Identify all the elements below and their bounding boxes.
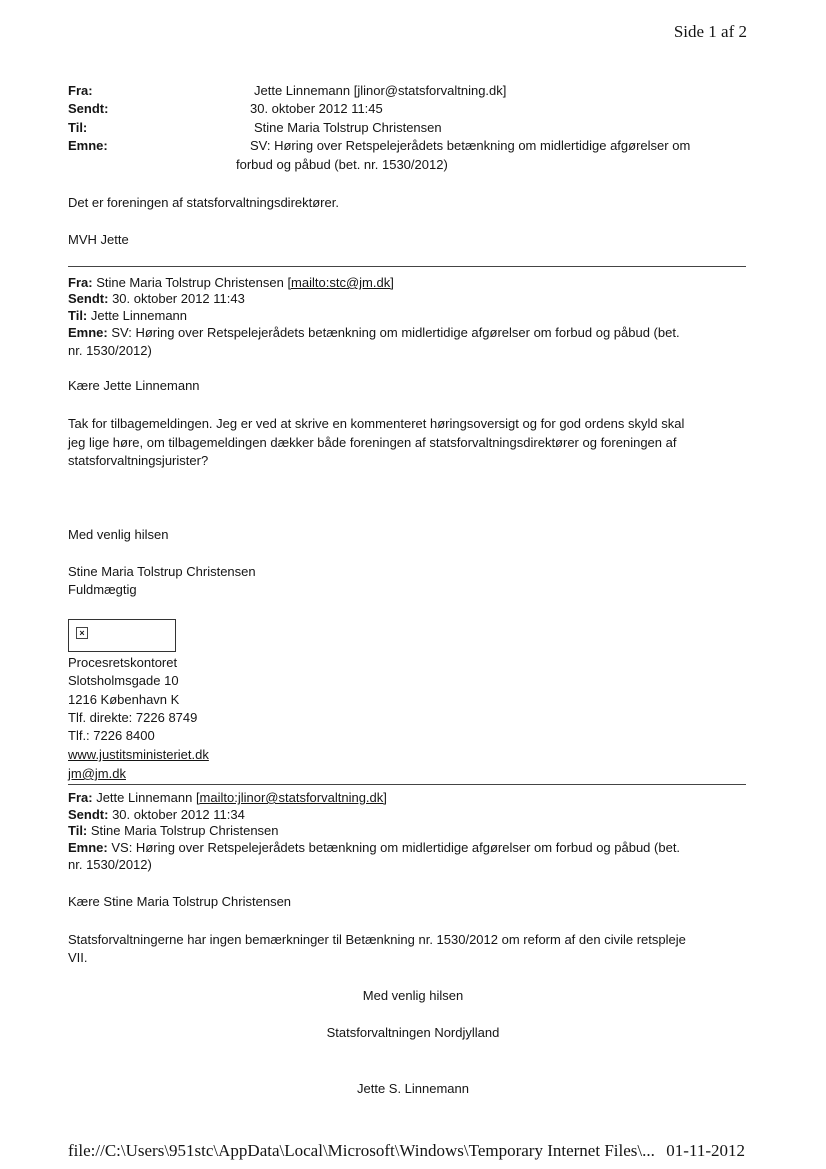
subject-line-2: nr. 1530/2012) <box>68 857 152 872</box>
message-body: Det er foreningen af statsforvaltningsdirektører. <box>68 195 339 210</box>
sent-label: Sendt: <box>68 291 109 306</box>
mailto-link[interactable]: [mailto:jlinor@statsforvaltning.dk] <box>195 790 387 805</box>
signature-name: Jette S. Linnemann <box>356 1081 470 1096</box>
sent-label: Sendt: <box>68 101 109 116</box>
closing: Med venlig hilsen <box>68 527 169 542</box>
broken-image-icon: × <box>76 627 88 639</box>
message-signoff: MVH Jette <box>68 232 129 247</box>
phone-direct: Tlf. direkte: 7226 8749 <box>68 710 198 725</box>
subject-line-1: SV: Høring over Retspelejerådets betænkning om midlertidige afgørelser om <box>250 138 691 153</box>
to-value: Jette Linnemann <box>90 308 188 323</box>
body-line-1: Statsforvaltningerne har ingen bemærkninger til Betænkning nr. 1530/2012 om reform af den civile retspleje <box>68 932 686 947</box>
signature-name: Stine Maria Tolstrup Christensen <box>68 564 256 579</box>
to-value: Stine Maria Tolstrup Christensen <box>254 120 442 135</box>
from-label: Fra: <box>68 83 93 98</box>
subject-line-2: forbud og påbud (bet. nr. 1530/2012) <box>236 157 448 172</box>
subject-label: Emne: <box>68 138 108 153</box>
signature-image-placeholder <box>68 619 176 652</box>
subject-line-2: nr. 1530/2012) <box>68 343 152 358</box>
to-label: Til: <box>68 120 88 135</box>
to-label: Til: <box>68 308 88 323</box>
street-address: Slotsholmsgade 10 <box>68 673 179 688</box>
print-date: 01-11-2012 <box>666 1141 745 1160</box>
to-label: Til: <box>68 823 88 838</box>
email-link[interactable]: jm@jm.dk <box>68 766 126 781</box>
subject-line-1: SV: Høring over Retspelejerådets betænkning om midlertidige afgørelser om forbud og påbud (bet. <box>111 325 680 340</box>
organization-name: Statsforvaltningen Nordjylland <box>326 1025 500 1040</box>
from-label: Fra: <box>68 275 93 290</box>
from-value: Stine Maria Tolstrup Christensen <box>96 275 284 290</box>
divider <box>68 266 746 267</box>
file-path: file://C:\Users\951stc\AppData\Local\Microsoft\Windows\Temporary Internet Files\... <box>68 1141 655 1160</box>
subject-label: Emne: <box>68 840 108 855</box>
from-value: Jette Linnemann [jlinor@statsforvaltning.dk] <box>254 83 507 98</box>
sent-value: 30. oktober 2012 11:45 <box>250 101 383 116</box>
sent-value: 30. oktober 2012 11:34 <box>112 807 245 822</box>
page-number-label: Side 1 af 2 <box>673 22 747 41</box>
body-line-1: Tak for tilbagemeldingen. Jeg er ved at skrive en kommenteret høringsoversigt og for god ordens skyld skal <box>68 416 685 431</box>
office-name: Procesretskontoret <box>68 655 178 670</box>
body-line-2: VII. <box>68 950 88 965</box>
greeting: Kære Jette Linnemann <box>68 378 200 393</box>
sent-label: Sendt: <box>68 807 109 822</box>
to-value: Stine Maria Tolstrup Christensen <box>90 823 279 838</box>
phone-main: Tlf.: 7226 8400 <box>68 728 155 743</box>
closing: Med venlig hilsen <box>362 988 464 1003</box>
greeting: Kære Stine Maria Tolstrup Christensen <box>68 894 292 909</box>
body-line-2: jeg lige høre, om tilbagemeldingen dækker både foreningen af statsforvaltningsdirektører og foreningen af <box>68 435 677 450</box>
body-line-3: statsforvaltningsjurister? <box>68 453 209 468</box>
sent-value: 30. oktober 2012 11:43 <box>112 291 245 306</box>
signature-title: Fuldmægtig <box>68 582 137 597</box>
website-link[interactable]: www.justitsministeriet.dk <box>68 747 209 762</box>
subject-label: Emne: <box>68 325 108 340</box>
mailto-link[interactable]: [mailto:stc@jm.dk] <box>287 275 394 290</box>
divider <box>68 784 746 785</box>
from-label: Fra: <box>68 790 93 805</box>
from-value: Jette Linnemann <box>96 790 193 805</box>
subject-line-1: VS: Høring over Retspelejerådets betænkning om midlertidige afgørelser om forbud og påbud (bet. <box>111 840 681 855</box>
city-address: 1216 København K <box>68 692 180 707</box>
